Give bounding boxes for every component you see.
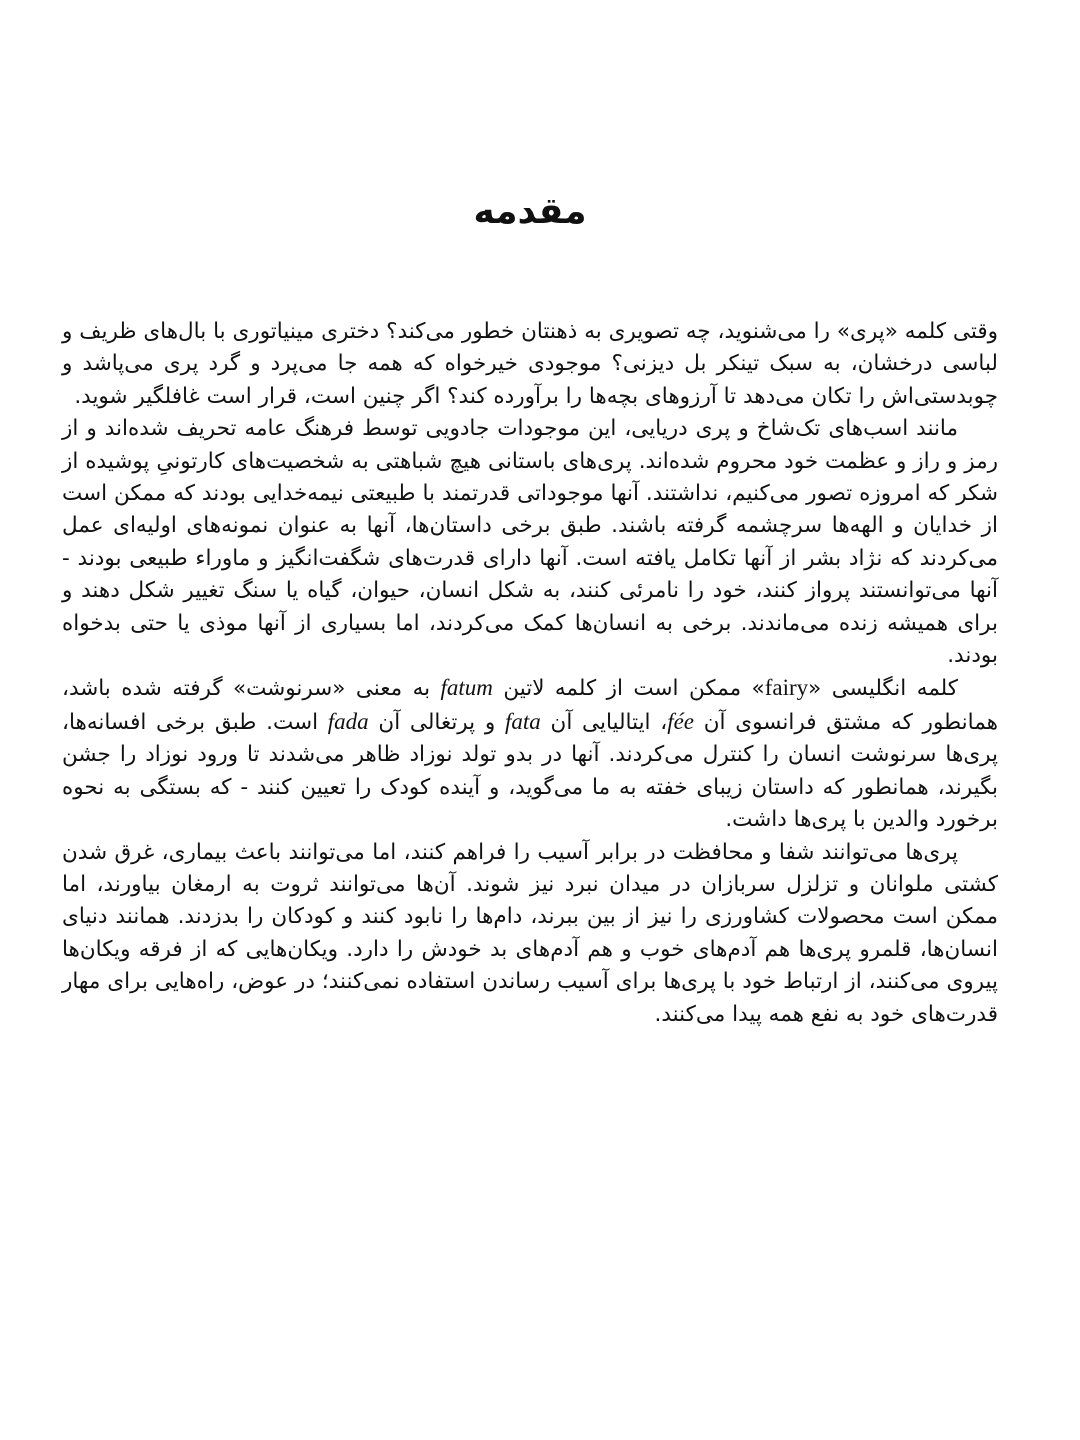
paragraph-3 (62, 672, 998, 836)
foreign-word: fée (667, 708, 695, 734)
document-page (62, 0, 998, 1440)
paragraph-text: کلمه انگلیسی « (808, 676, 959, 702)
paragraph-text: وقتی کلمه «پری» را می‌شنوید، چه تصویری به ذهنتان خطور می‌کند؟ دختری مینیاتوری با بال‌های ظریف و لباسی درخشان، به سبک تینکر بل دیزنی؟ موجودی خیرخواه که همه جا می‌پرد و گرد پری می‌پاشد و چوبدستی‌اش را تکان می‌دهد تا آرزوهای بچه‌ها را برآورده کند؟ اگر چنین است، قرار است غافلگیر شوید. (62, 319, 998, 409)
paragraph-text: و پرتغالی آن (368, 709, 506, 735)
paragraph-text: پری‌ها می‌توانند شفا و محافظت در برابر آسیب را فراهم کنند، اما می‌توانند باعث بیماری، غرق شدن کشتی ملوانان و تزلزل سربازان در میدان نبرد نیز شوند. آن‌ها می‌توانند ثروت به ارمغان بیاورند، اما ممکن است محصولات کشاورزی را نیز از بین ببرند، دام‌ها را نابود کنند و کودکان را بدزدند. همانند دنیای انسان‌ها، قلمرو پری‌ها هم آدم‌های خوب و هم آدم‌های بد خودش را دارد. ویکان‌هایی که از فرقه ویکان‌ها پیروی می‌کنند، از ارتباط خود با پری‌ها برای آسیب رساندن استفاده نمی‌کنند؛ در عوض، راه‌هایی برای مهار قدرت‌های خود به نفع همه پیدا می‌کنند. (62, 839, 998, 1027)
paragraph-4 (62, 837, 998, 1031)
body-text (62, 316, 998, 1031)
foreign-word: fairy (764, 675, 809, 701)
paragraph-1 (62, 316, 998, 413)
paragraph-text: ، ایتالیایی آن (540, 709, 668, 735)
paragraph-2 (62, 413, 998, 672)
paragraph-text: مانند اسب‌های تک‌شاخ و پری دریایی، این موجودات جادویی توسط فرهنگ عامه تحریف شده‌اند و از رمز و راز و عظمت خود محروم شده‌اند. پری‌های باستانی هیچ شباهتی به شخصیت‌های کارتونیِ پوشیده از شکر که امروزه تصور می‌کنیم، نداشتند. آنها موجوداتی قدرتمند با طبیعتی نیمه‌خدایی بودند که ممکن است از خدایان و الهه‌ها سرچشمه گرفته باشند. طبق برخی داستان‌ها، آنها به عنوان نمونه‌های اولیه‌ای عمل می‌کردند که نژاد بشر از آنها تکامل یافته است. آنها دارای قدرت‌های شگفت‌انگیز و ماوراء طبیعی بودند - آنها می‌توانستند پرواز کنند، خود را نامرئی کنند، به شکل انسان، حیوان، گیاه یا سنگ تغییر شکل دهند و برای همیشه زنده می‌ماندند. برخی به انسان‌ها کمک می‌کردند، اما بسیاری از آنها موذی یا حتی بدخواه بودند. (62, 416, 998, 669)
foreign-word: fada (327, 708, 369, 734)
paragraph-text: به معنی «سرنوشت» گرفته شده باشد، همانطور که مشتق فرانسوی آن (62, 676, 998, 735)
paragraph-text: » ممکن است از کلمه لاتین (492, 676, 765, 702)
foreign-word: fatum (440, 675, 493, 701)
paragraph-text: است. طبق برخی افسانه‌ها، پری‌ها سرنوشت انسان را کنترل می‌کردند. آنها در بدو تولد نوزاد ظاهر می‌شدند تا ورود نوزاد را جشن بگیرند، همانطور که داستان زیبای خفته به ما می‌گوید، و آینده کودک را تعیین کنند - که بستگی به نحوه برخورد والدین با پری‌ها داشت. (62, 709, 998, 833)
foreign-word: fata (505, 708, 541, 734)
page-title: مقدمه (473, 191, 587, 232)
